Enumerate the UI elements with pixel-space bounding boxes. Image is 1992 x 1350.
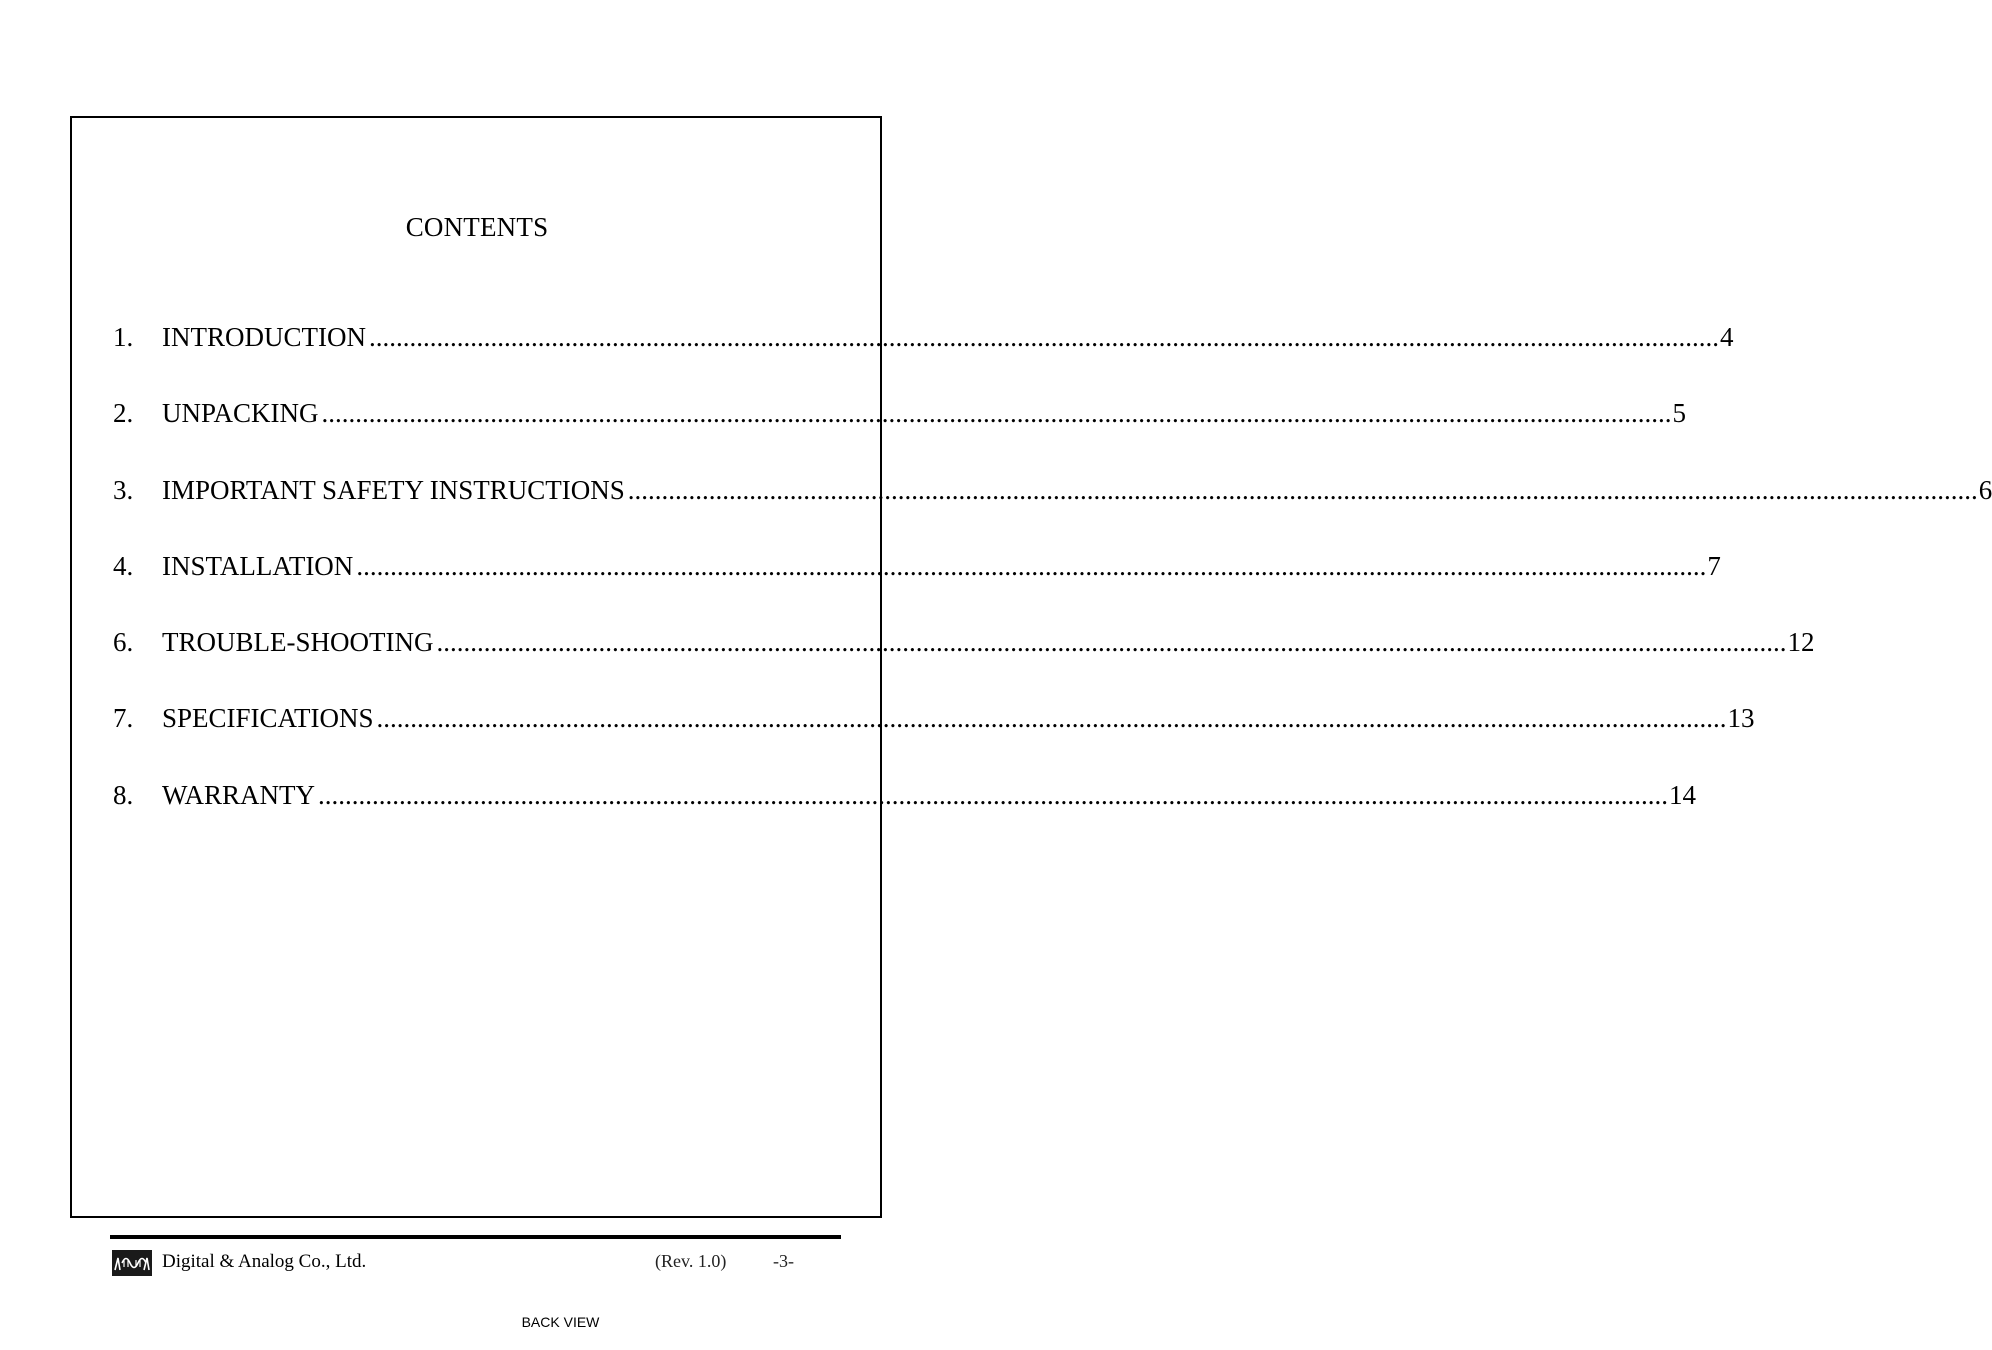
toc-leader: ........................................................................................................................................................................................................ <box>368 322 1719 352</box>
toc-page-number: 12 <box>1787 627 1815 658</box>
toc-number: 8. <box>113 779 134 810</box>
toc-entry-installation[interactable] <box>113 550 1721 627</box>
toc-label: INSTALLATION <box>162 550 354 581</box>
toc-number: 4. <box>113 550 134 581</box>
toc-entry-trouble-shooting[interactable] <box>113 627 1815 703</box>
toc-label: IMPORTANT SAFETY INSTRUCTIONS <box>162 474 625 505</box>
toc-leader: ........................................................................................................................................................................................................ <box>356 550 1707 581</box>
toc-page-number: 4 <box>1719 322 1734 352</box>
toc-number: 1. <box>113 322 134 352</box>
toc-label: WARRANTY <box>162 779 315 810</box>
toc-number: 7. <box>113 703 134 734</box>
toc-entry-introduction[interactable] <box>113 322 1734 398</box>
footer-company-name: Digital & Analog Co., Ltd. <box>162 1251 367 1272</box>
toc-entry-unpacking[interactable] <box>113 398 1687 474</box>
page-title: CONTENTS <box>405 212 549 242</box>
toc-page-number: 7 <box>1707 550 1721 581</box>
toc-label: SPECIFICATIONS <box>162 703 374 734</box>
toc-page-number: 5 <box>1672 398 1687 429</box>
table-of-contents <box>113 322 1992 856</box>
toc-page-number: 6 <box>1978 474 1992 505</box>
toc-number: 3. <box>113 474 134 505</box>
toc-page-number: 13 <box>1727 703 1755 734</box>
toc-leader: ........................................................................................................................................................................................................ <box>627 474 1978 505</box>
footer-revision: (Rev. 1.0) <box>655 1251 727 1271</box>
footer-page-number: -3- <box>773 1251 794 1271</box>
footer-rule <box>110 1235 841 1239</box>
toc-entry-warranty[interactable] <box>113 779 1696 856</box>
toc-leader: ........................................................................................................................................................................................................ <box>318 779 1668 810</box>
toc-number: 6. <box>113 627 134 658</box>
toc-label: UNPACKING <box>162 398 319 429</box>
toc-leader: ........................................................................................................................................................................................................ <box>436 627 1787 658</box>
toc-label: INTRODUCTION <box>162 322 366 352</box>
back-view-caption: BACK VIEW <box>521 1314 600 1330</box>
toc-page-number: 14 <box>1669 779 1696 810</box>
toc-entry-safety-instructions[interactable] <box>113 474 1992 551</box>
toc-leader: ........................................................................................................................................................................................................ <box>321 398 1672 429</box>
toc-leader: ........................................................................................................................................................................................................ <box>376 703 1727 734</box>
company-logo-icon <box>112 1250 152 1276</box>
toc-label: TROUBLE-SHOOTING <box>162 627 434 658</box>
toc-number: 2. <box>113 398 134 429</box>
toc-entry-specifications[interactable] <box>113 703 1755 779</box>
